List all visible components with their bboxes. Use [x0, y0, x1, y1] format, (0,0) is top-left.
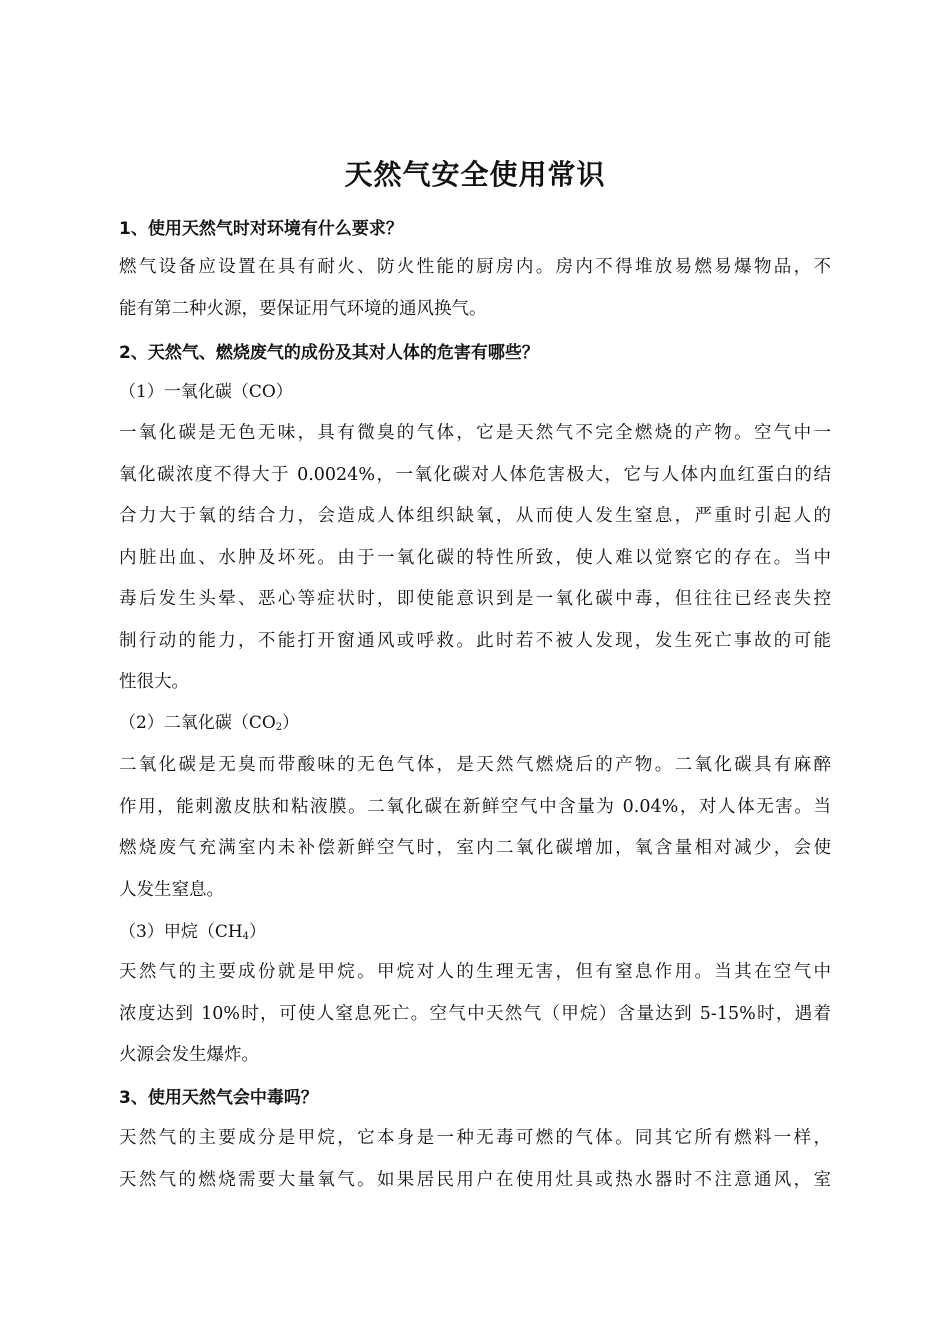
question-3-heading: 3、使用天然气会中毒吗？	[119, 1088, 318, 1108]
co-subheading	[119, 380, 293, 404]
question-2-heading: 2、天然气、燃烧废气的成份及其对人体的危害有哪些？	[119, 343, 539, 363]
paragraph-line: 天然气的燃烧需要大量氧气。如果居民用户在使用灶具或热水器时不注意通风，室	[119, 1169, 831, 1190]
paragraph-line: 天然气的主要成分是甲烷，它本身是一种无毒可燃的气体。同其它所有燃料一样，	[119, 1128, 831, 1148]
ch4-label-suffix: ）	[249, 922, 267, 942]
paragraph-line: 能有第二种火源，要保证用气环境的通风换气。	[119, 298, 487, 319]
co2-paragraph	[119, 745, 831, 911]
paragraph-line: 制行动的能力，不能打开窗通风或呼救。此时若不被人发现，发生死亡事故的可能	[119, 630, 831, 651]
paragraph-line: 内脏出血、水肿及坏死。由于一氧化碳的特性所致，使人难以觉察它的存在。当中	[119, 547, 831, 568]
co2-subheading	[119, 711, 299, 740]
paragraph-line: 氧化碳浓度不得大于 0.0024%，一氧化碳对人体危害极大，它与人体内血红蛋白的结	[119, 464, 831, 485]
ch4-label-subscript: 4	[242, 931, 250, 942]
paragraph-line: 天然气的主要成份就是甲烷。甲烷对人的生理无害，但有窒息作用。当其在空气中	[119, 962, 831, 982]
paragraph-line: 合力大于氧的结合力，会造成人体组织缺氧，从而使人发生窒息，严重时引起人的	[119, 506, 831, 526]
paragraph-line: 性很大。	[119, 672, 189, 692]
paragraph-line: 二氧化碳是无臭而带酸味的无色气体，是天然气燃烧后的产物。二氧化碳具有麻醉	[119, 755, 831, 775]
question-1-heading: 1、使用天然气时对环境有什么要求？	[119, 219, 403, 239]
paragraph-line: 浓度达到 10%时，可使人窒息死亡。空气中天然气（甲烷）含量达到 5-15%时，遇着	[119, 1003, 831, 1024]
co2-label-prefix: （2）二氧化碳（CO	[119, 713, 276, 733]
ch4-label-prefix: （3）甲烷（CH	[119, 922, 243, 942]
paragraph-line: 燃气设备应设置在具有耐火、防火性能的厨房内。房内不得堆放易燃易爆物品，不	[119, 257, 831, 277]
document-title: 天然气安全使用常识	[344, 158, 606, 191]
co2-label-suffix: ）	[282, 713, 300, 733]
ch4-paragraph	[119, 952, 831, 1077]
ch4-subheading	[119, 920, 266, 949]
co-label: （1）一氧化碳（CO）	[119, 382, 293, 402]
co-paragraph	[119, 413, 831, 704]
paragraph-line: 人发生窒息。	[119, 879, 224, 900]
paragraph-line: 毒后发生头晕、恶心等症状时，即使能意识到是一氧化碳中毒，但往往已经丧失控	[119, 589, 831, 609]
co2-label-subscript: 2	[275, 722, 283, 733]
paragraph-line: 火源会发生爆炸。	[119, 1045, 259, 1065]
question-1-answer	[119, 247, 831, 330]
question-3-answer	[119, 1118, 831, 1201]
paragraph-line: 燃烧废气充满室内未补偿新鲜空气时，室内二氧化碳增加，氧含量相对减少，会使	[119, 838, 831, 858]
paragraph-line: 一氧化碳是无色无味，具有微臭的气体，它是天然气不完全燃烧的产物。空气中一	[119, 423, 831, 443]
paragraph-line: 作用，能刺激皮肤和粘液膜。二氧化碳在新鲜空气中含量为 0.04%，对人体无害。当	[119, 796, 831, 817]
